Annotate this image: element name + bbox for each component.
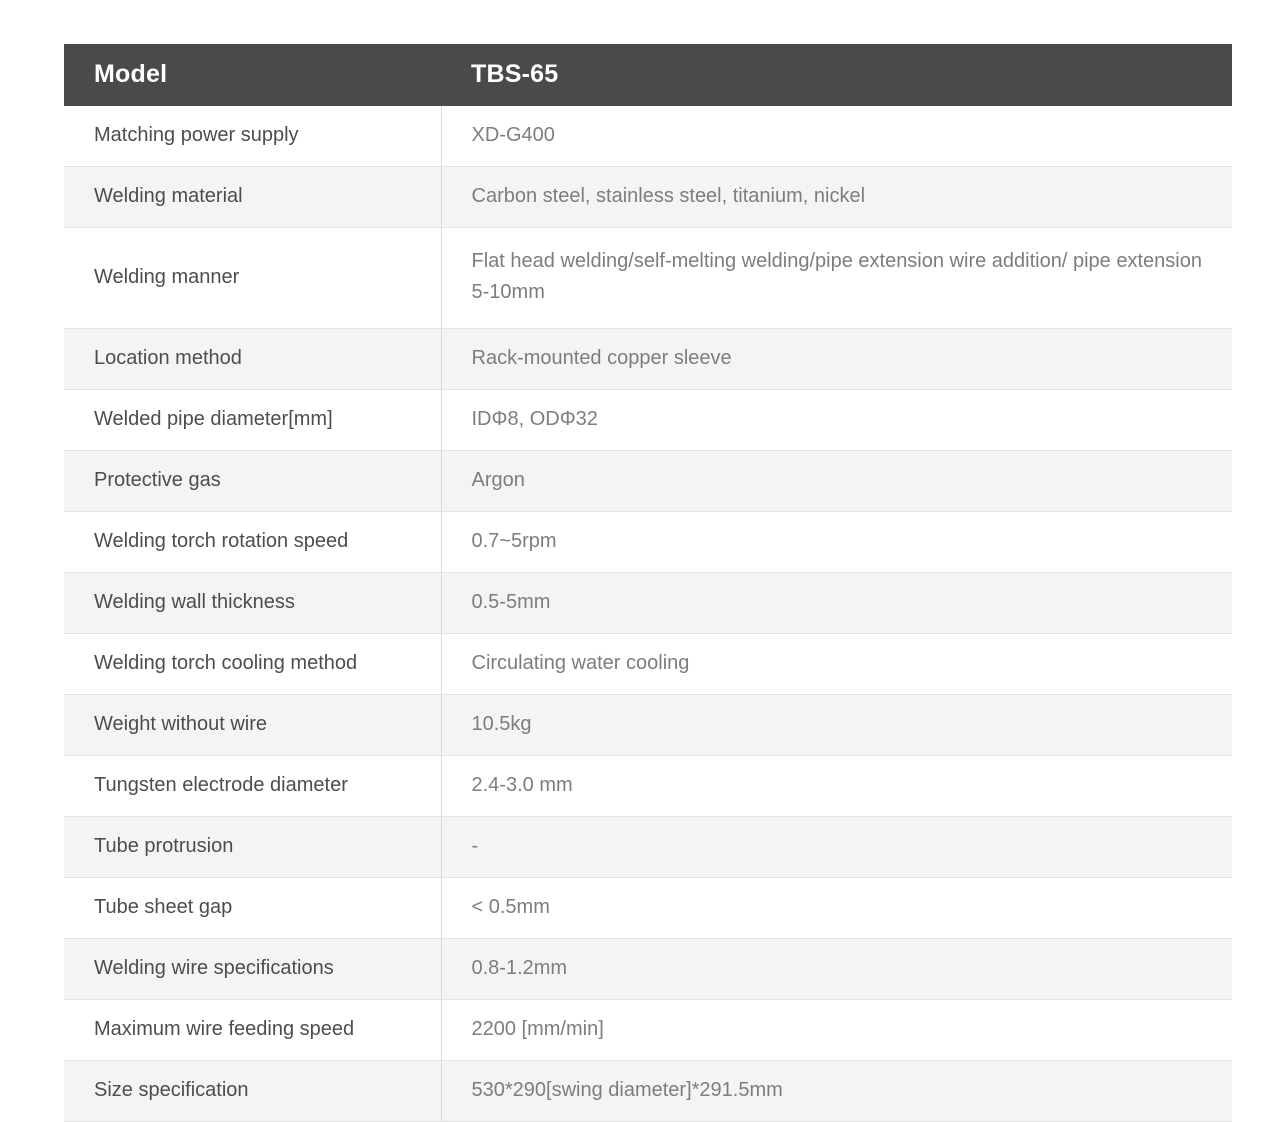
- row-value: 2.4-3.0 mm: [441, 756, 1232, 817]
- row-label: Welding wall thickness: [64, 573, 441, 634]
- row-label: Size specification: [64, 1061, 441, 1122]
- row-label: Welding material: [64, 167, 441, 228]
- row-label: Welding torch rotation speed: [64, 512, 441, 573]
- table-row: [64, 512, 1232, 573]
- table-row: [64, 817, 1232, 878]
- table-row: [64, 573, 1232, 634]
- row-label: Welding torch cooling method: [64, 634, 441, 695]
- table-row: [64, 1061, 1232, 1122]
- table-body: [64, 106, 1232, 1122]
- table-row: [64, 756, 1232, 817]
- table-row: [64, 228, 1232, 329]
- row-value: Argon: [441, 451, 1232, 512]
- table-row: [64, 1000, 1232, 1061]
- table-header: [64, 44, 1232, 106]
- row-label: Tungsten electrode diameter: [64, 756, 441, 817]
- row-label: Welded pipe diameter[mm]: [64, 390, 441, 451]
- table-row: [64, 167, 1232, 228]
- row-value: Circulating water cooling: [441, 634, 1232, 695]
- row-label: Weight without wire: [64, 695, 441, 756]
- row-label: Welding wire specifications: [64, 939, 441, 1000]
- row-value: 0.5-5mm: [441, 573, 1232, 634]
- table-row: [64, 451, 1232, 512]
- row-label: Protective gas: [64, 451, 441, 512]
- header-model-label: Model: [64, 44, 441, 106]
- header-model-value: TBS-65: [441, 44, 1232, 106]
- row-value: -: [441, 817, 1232, 878]
- row-value: Flat head welding/self-melting welding/pipe extension wire addition/ pipe extension 5-10mm: [441, 228, 1232, 329]
- table-row: [64, 878, 1232, 939]
- row-value: 10.5kg: [441, 695, 1232, 756]
- table-header-row: [64, 44, 1232, 106]
- row-label: Tube sheet gap: [64, 878, 441, 939]
- row-label: Matching power supply: [64, 106, 441, 167]
- table-row: [64, 106, 1232, 167]
- row-value: 530*290[swing diameter]*291.5mm: [441, 1061, 1232, 1122]
- row-value: 2200 [mm/min]: [441, 1000, 1232, 1061]
- table-row: [64, 695, 1232, 756]
- row-value: XD-G400: [441, 106, 1232, 167]
- row-label: Maximum wire feeding speed: [64, 1000, 441, 1061]
- table-row: [64, 390, 1232, 451]
- table-row: [64, 939, 1232, 1000]
- row-label: Tube protrusion: [64, 817, 441, 878]
- row-value: 0.7~5rpm: [441, 512, 1232, 573]
- row-value: < 0.5mm: [441, 878, 1232, 939]
- row-value: IDΦ8, ODΦ32: [441, 390, 1232, 451]
- table-row: [64, 634, 1232, 695]
- row-value: Rack-mounted copper sleeve: [441, 329, 1232, 390]
- specification-table: [64, 44, 1232, 1122]
- table-row: [64, 329, 1232, 390]
- row-value: 0.8-1.2mm: [441, 939, 1232, 1000]
- row-label: Welding manner: [64, 228, 441, 329]
- row-value: Carbon steel, stainless steel, titanium, nickel: [441, 167, 1232, 228]
- row-label: Location method: [64, 329, 441, 390]
